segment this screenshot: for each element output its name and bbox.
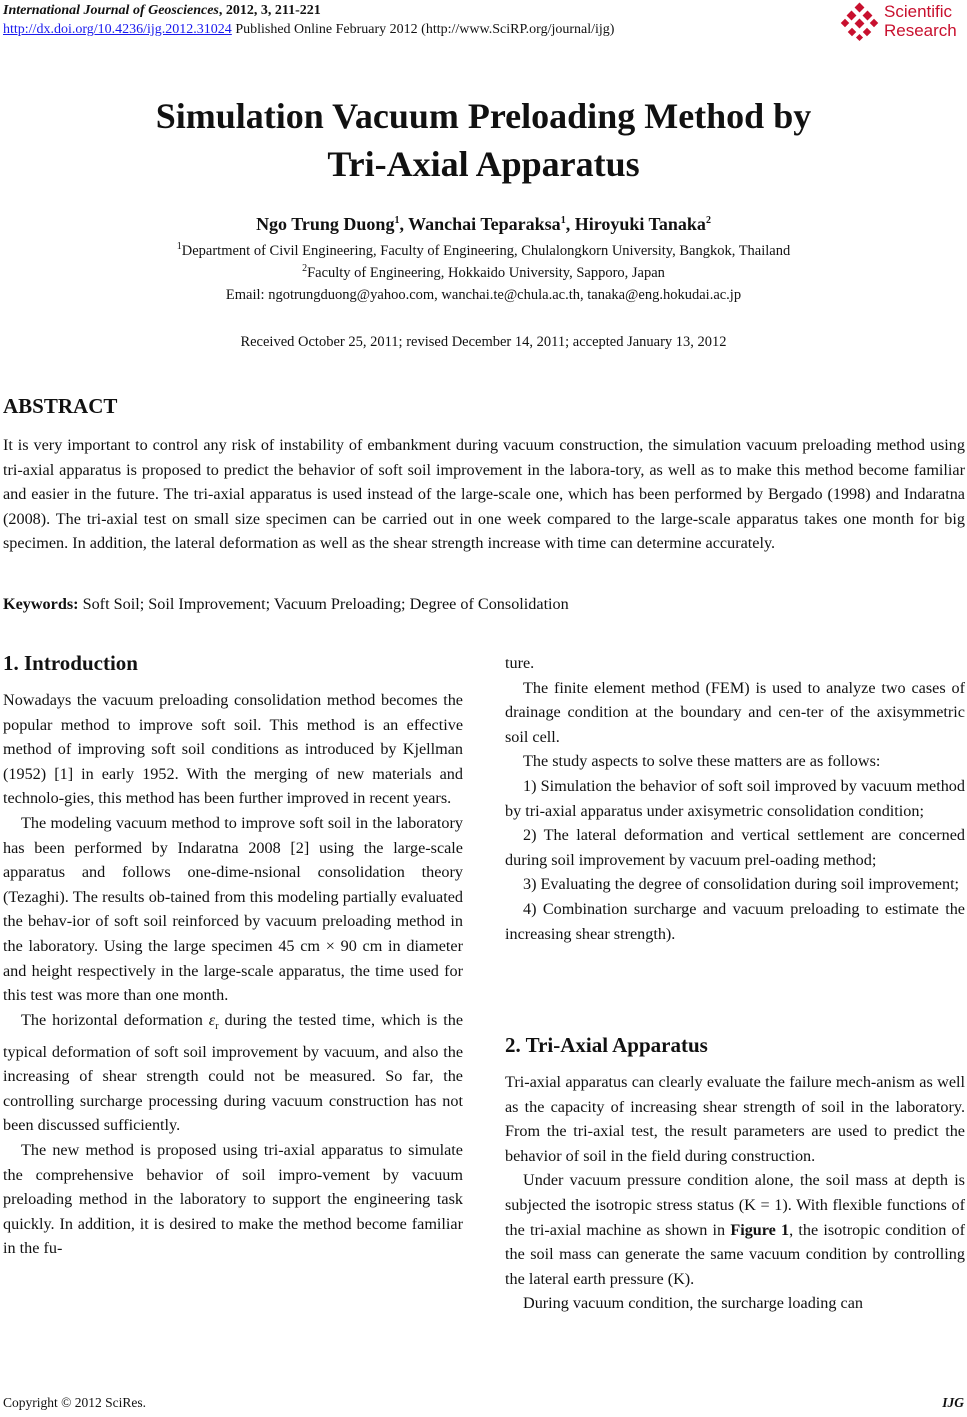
author-2: Wanchai Teparaksa [408, 214, 561, 234]
intro-paragraph-4: The new method is proposed using tri-axial apparatus to simulate the comprehensive behavior of soil impro-vement by vacuum preloading method in the laboratory to support the engineering task quickly. In addition, it is desired to make the method become familiar in the fu- [3, 1140, 463, 1258]
received-dates: Received October 25, 2011; revised December 14, 2011; accepted January 13, 2012 [240, 334, 727, 350]
p3-part-a: The horizontal deformation [21, 1010, 209, 1029]
keywords-label: Keywords: [3, 595, 79, 613]
affiliation-2 [0, 265, 967, 282]
aff1-sup: 1 [176, 241, 182, 253]
copyright: Copyright © 2012 SciRes. [3, 1395, 147, 1410]
author-3-sup: 2 [705, 215, 711, 226]
keywords [3, 592, 965, 617]
intro-paragraph-1: Nowadays the vacuum preloading consolidation method becomes the popular method to improve soft soil. This method is an effective method of improving soft soil conditions as introduced by Kjellman (1952) [1] in early 1952. With the merging of new materials and technolo-gies, this method has been further improved in recent years. [3, 691, 463, 808]
s2p2-part-a: Under vacuum pressure condition alone, the soil mass at depth is subjected the isotropic stress status (K = 1). With flexible functions of the tri-axial machine as shown in [505, 1171, 965, 1239]
author-1-sup: 1 [394, 215, 400, 226]
right-column [505, 651, 965, 946]
right-p0: ture. [505, 654, 535, 672]
s2-paragraph-1: Tri-axial apparatus can clearly evaluate the failure mech-anism as well as the capacity of increasing shear strength of soil in the laboratory. From the tri-axial test, the result parameters are used to predict the behavior of soil in the field during construction. [505, 1073, 965, 1165]
section-1-heading: 1. Introduction [3, 651, 138, 675]
aff1-text: Department of Civil Engineering, Faculty of Engineering, Chulalongkorn University, Bangkok, Thailand [181, 243, 791, 259]
title-line1: Simulation Vacuum Preloading Method by [155, 96, 812, 136]
author-2-sup: 1 [560, 215, 566, 226]
study-item-3: 3) Evaluating the degree of consolidation during soil improvement; [523, 875, 960, 894]
affiliation-1 [0, 243, 967, 260]
author-sep: , [565, 214, 575, 234]
aff2-text: Faculty of Engineering, Hokkaido University, Sapporo, Japan [307, 265, 665, 281]
intro-paragraph-3 [3, 1008, 463, 1138]
scirp-logo [840, 2, 965, 42]
p3-part-b: during the tested time, which is the typical deformation of soft soil improvement by vacuum, and also the increasing of shear strength could not be measured. So far, the controlling surcharge processing during vacuum construction has not been discussed sufficiently. [3, 1010, 464, 1135]
scirp-diamond-logo-icon [840, 2, 880, 42]
journal-header [3, 2, 321, 20]
section-2-body [505, 1070, 965, 1316]
section-2-heading: 2. Tri-Axial Apparatus [505, 1033, 708, 1057]
right-p2: The study aspects to solve these matters are as follows: [523, 752, 881, 771]
right-p1: The finite element method (FEM) is used to analyze two cases of drainage condition at the boundary and cen-ter of the axisymmetric soil cell. [505, 678, 965, 746]
abstract-text: It is very important to control any risk of instability of embankment during vacuum construction, the simulation vacuum preloading method using tri-axial apparatus is proposed to predict the behavior of soft soil improvement in the labora-tory, as well as to make this method become familiar and easier in the future. The tri-axial apparatus is used instead of the large-scale one, which has been performed by Bergado (1998) and Indaratna (2008). The tri-axial test on small size specimen can be carried out in one week compared to the large-scale apparatus takes one month for big specimen. In addition, the lateral deformation as well as the shear strength increase with time can determine accurately. [3, 436, 965, 553]
doi-link[interactable]: http://dx.doi.org/10.4236/ijg.2012.31024 [3, 22, 232, 37]
epsilon-sub: r [215, 1020, 219, 1032]
author-emails: Email: ngotrungduong@yahoo.com, wanchai.te@chula.ac.th, tanaka@eng.hokudai.ac.jp [225, 287, 742, 303]
study-item-4: 4) Combination surcharge and vacuum preloading to estimate the increasing shear strength). [505, 899, 965, 943]
logo-line1: Scientific [884, 2, 953, 21]
author-1: Ngo Trung Duong [256, 214, 395, 234]
keywords-text: Soft Soil; Soil Improvement; Vacuum Preloading; Degree of Consolidation [78, 595, 569, 613]
study-item-2: 2) The lateral deformation and vertical settlement are concerned during soil improvement by vacuum prel-oading method; [505, 826, 965, 869]
author-3: Hiroyuki Tanaka [574, 214, 706, 234]
title-line2: Tri-Axial Apparatus [327, 144, 640, 184]
author-list [0, 214, 967, 235]
figure-1-ref[interactable]: Figure 1 [730, 1220, 790, 1239]
left-column [3, 688, 463, 1261]
intro-paragraph-2: The modeling vacuum method to improve soft soil in the laboratory has been performed by Indaratna 2008 [2] using the large-scale apparatus and follows one-dime-nsional consolidation theory (Tezaghi). The results ob-tained from this modeling partially evaluated the behav-ior of soft soil reinforced by vacuum preloading method in the laboratory. Using the large specimen 45 cm × 90 cm in diameter and height respectively in the large-scale apparatus, the time used for this test was more than one month. [3, 813, 463, 1005]
s2p2-part-b: , the isotropic condition of the soil mass can generate the same vacuum condition by controlling the lateral earth pressure (K). [505, 1220, 966, 1288]
author-sep: , [399, 214, 409, 234]
logo-line2: Research [884, 21, 957, 40]
s2-paragraph-2 [505, 1168, 965, 1291]
study-item-1: 1) Simulation the behavior of soft soil improved by vacuum method by tri-axial apparatus under axisymetric consolidation condition; [505, 776, 965, 820]
journal-volume: , 2012, 3, 211-221 [218, 3, 321, 18]
logo-text [884, 2, 957, 40]
journal-name: International Journal of Geosciences [3, 3, 219, 18]
published-info: Published Online February 2012 (http://www.SciRP.org/journal/ijg) [231, 22, 615, 37]
paper-title [0, 92, 967, 188]
epsilon-symbol: ε [208, 1010, 216, 1029]
journal-abbr: IJG [942, 1395, 964, 1410]
s2-paragraph-3: During vacuum condition, the surcharge loading can [523, 1294, 863, 1313]
doi-line [3, 21, 614, 39]
abstract-heading: ABSTRACT [3, 394, 118, 418]
aff2-sup: 2 [302, 263, 308, 275]
